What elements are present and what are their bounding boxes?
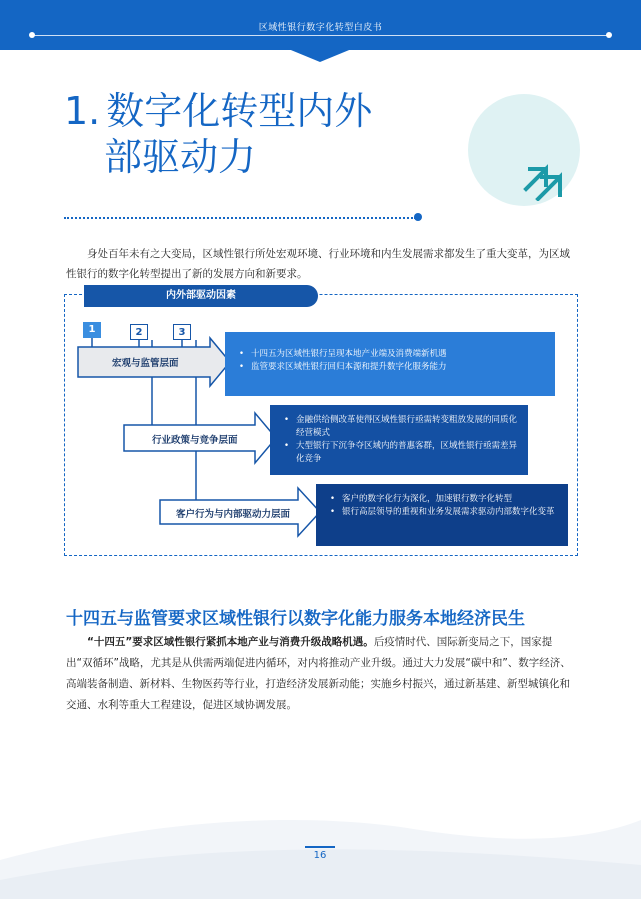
- page-number: 16: [313, 850, 327, 861]
- bullet-item: • 金融供给侧改革使得区域性银行亟需转变粗放发展的同质化经营模式: [284, 414, 518, 440]
- bullet-item: • 银行高层领导的重视和业务发展需求驱动内部数字化变革: [330, 506, 558, 519]
- chapter-title-line2: 部驱动力: [104, 135, 257, 179]
- level-label-customer: 客户行为与内部驱动力层面: [176, 509, 291, 520]
- section-body: 后疫情时代、国际新变局之下，国家提出“双循环”战略，尤其是从供需两端促进内循环，对内将推动产业升级。通过大力发展“碳中和”、数字经济、高端装备制造、新材料、生物医药等行业，打造经济发展新动能；实施乡村振兴，通过新基建、新型城镇化和交通、水利等重大工程建设，促进区域协调发展。: [66, 636, 571, 711]
- document-title: 区域性银行数字化转型白皮书: [258, 23, 383, 33]
- level-label-industry: 行业政策与竞争层面: [152, 435, 238, 446]
- section-paragraph: [66, 632, 578, 716]
- chapter-title-line1: 数字化转型内外: [106, 89, 373, 133]
- page-number-bar: [305, 846, 335, 848]
- intro-paragraph: 身处百年未有之大变局，区域性银行所处宏观环境、行业环境和内生发展需求都发生了重大变革，为区域性银行的数字化转型提出了新的发展方向和新要求。: [66, 248, 570, 280]
- level-number-2: 2: [130, 324, 148, 340]
- bullet-panel-macro: [225, 332, 555, 396]
- chapter-number: 1.: [64, 89, 101, 133]
- bullet-panel-industry: [270, 405, 528, 475]
- bullet-item: • 大型银行下沉争夺区域内的普惠客群，区域性银行亟需差异化竞争: [284, 440, 518, 466]
- bullet-item: • 监管要求区域性银行回归本源和提升数字化服务能力: [239, 361, 545, 374]
- level-number-3: 3: [173, 324, 191, 340]
- diagram-title: 内外部驱动因素: [84, 285, 318, 307]
- bullet-panel-customer: [316, 484, 568, 546]
- bullet-item: • 客户的数字化行为深化，加速银行数字化转型: [330, 493, 558, 506]
- footer-wave: [0, 790, 641, 899]
- section-lead: “十四五”要求区域性银行紧抓本地产业与消费升级战略机遇。: [87, 636, 374, 648]
- level-number-1: 1: [83, 322, 101, 338]
- bullet-item: • 十四五为区域性银行呈现本地产业端及消费端新机遇: [239, 348, 545, 361]
- level-label-macro: 宏观与监管层面: [112, 358, 179, 369]
- section-heading: 十四五与监管要求区域性银行以数字化能力服务本地经济民生: [66, 609, 525, 629]
